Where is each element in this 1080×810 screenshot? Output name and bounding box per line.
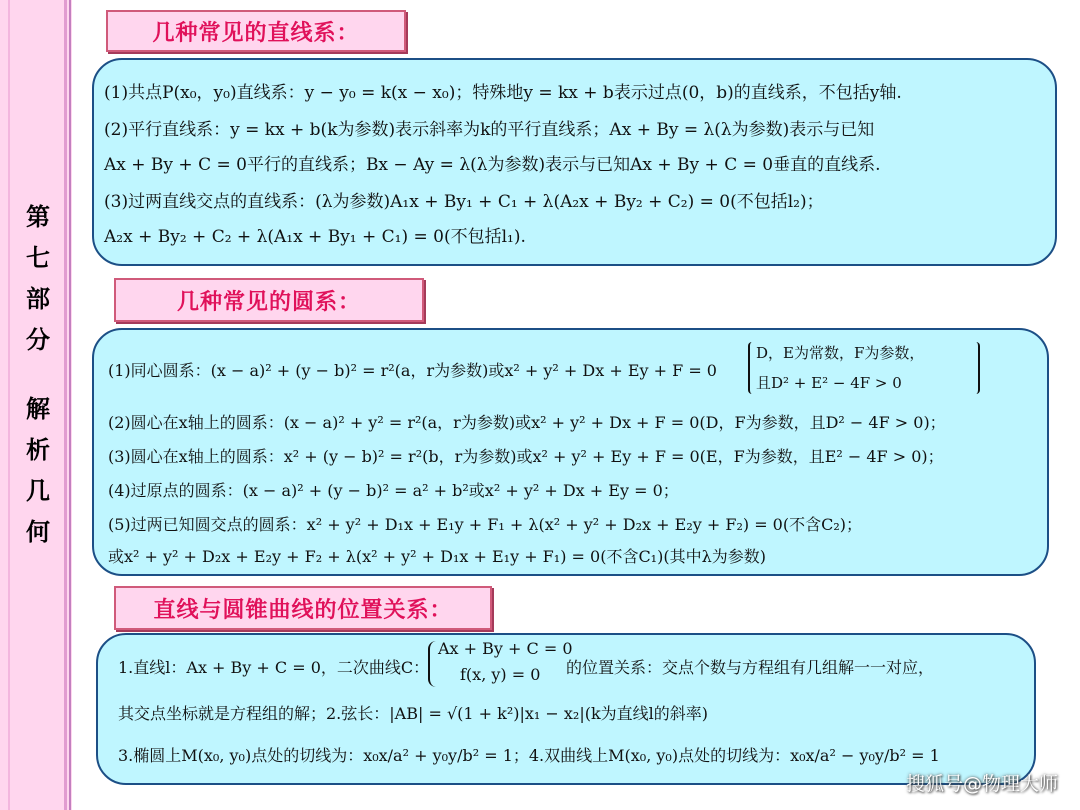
title-char: 何 bbox=[26, 517, 50, 546]
formula-line: 且D² + E² − 4F > 0 bbox=[756, 374, 902, 392]
brace bbox=[748, 342, 752, 394]
line-families-box bbox=[92, 58, 1057, 266]
formula-line: 或x² + y² + D₂x + E₂y + F₂ + λ(x² + y² + D₁x + E₁y + F₁) = 0(不含C₁)(其中λ为参数) bbox=[108, 547, 766, 566]
sidebar-stripe bbox=[64, 0, 67, 810]
formula-line: (4)过原点的圆系：(x − a)² + (y − b)² = a² + b²或x² + y² + Dx + Ey = 0； bbox=[108, 481, 679, 500]
section-header-line-conic: 直线与圆锥曲线的位置关系： bbox=[114, 586, 492, 630]
title-char: 七 bbox=[26, 243, 50, 272]
section-header-circle-families: 几种常见的圆系： bbox=[114, 278, 424, 322]
section-header-line-families: 几种常见的直线系： bbox=[106, 10, 406, 52]
formula-line: A₂x + By₂ + C₂ + λ(A₁x + By₁ + C₁) = 0(不包括l₁). bbox=[104, 227, 526, 247]
formula-line: (3)过两直线交点的直线系：(λ为参数)A₁x + By₁ + C₁ + λ(A₂x + By₂ + C₂) = 0(不包括l₂)； bbox=[104, 192, 824, 212]
formula-line: (5)过两已知圆交点的圆系：x² + y² + D₁x + E₁y + F₁ + λ(x² + y² + D₂x + E₂y + F₂) = 0(不含C₂)； bbox=[108, 515, 863, 534]
formula-line: D，E为常数，F为参数， bbox=[756, 344, 925, 362]
title-char: 部 bbox=[26, 284, 50, 313]
formula-line: 3.椭圆上M(x₀, y₀)点处的切线为：x₀x/a² + y₀y/b² = 1；4.双曲线上M(x₀, y₀)点处的切线为：x₀x/a² − y₀y/b² = 1 bbox=[118, 746, 940, 765]
title-char: 几 bbox=[26, 476, 50, 505]
title-char: 解 bbox=[26, 394, 50, 423]
sidebar-stripe bbox=[8, 0, 10, 810]
formula-line: 1.直线l：Ax + By + C = 0，二次曲线C： bbox=[118, 658, 430, 677]
formula-line: Ax + By + C = 0平行的直线系；Bx − Ay = λ(λ为参数)表示与已知Ax + By + C = 0垂直的直线系. bbox=[104, 155, 881, 175]
formula-line: (2)圆心在x轴上的圆系：(x − a)² + y² = r²(a，r为参数)或x² + y² + Dx + F = 0(D，F为参数，且D² − 4F > 0)； bbox=[108, 413, 946, 432]
formula-line: 的位置关系：交点个数与方程组有几组解一一对应， bbox=[566, 658, 935, 677]
formula-line: (3)圆心在x轴上的圆系：x² + (y − b)² = r²(b，r为参数)或x² + y² + Ey + F = 0(E，F为参数，且E² − 4F > 0)； bbox=[108, 447, 944, 466]
line-conic-box bbox=[96, 633, 1036, 785]
formula-line: (1)同心圆系：(x − a)² + (y − b)² = r²(a，r为参数)或x² + y² + Dx + Ey + F = 0 bbox=[108, 361, 717, 380]
sidebar-stripe bbox=[69, 0, 71, 810]
watermark-text: 搜狐号@物理大师 bbox=[905, 773, 1058, 795]
title-char: 第 bbox=[26, 202, 50, 231]
vertical-chapter-title bbox=[20, 196, 56, 552]
brace bbox=[976, 342, 980, 394]
circle-families-box bbox=[92, 328, 1049, 576]
left-sidebar bbox=[0, 0, 72, 810]
brace bbox=[428, 641, 438, 687]
formula-line: f(x, y) = 0 bbox=[460, 665, 541, 684]
formula-line: (2)平行直线系：y = kx + b(k为参数)表示斜率为k的平行直线系；Ax + By = λ(λ为参数)表示与已知 bbox=[104, 120, 875, 140]
formula-line: 其交点坐标就是方程组的解；2.弦长：|AB| = √(1 + k²)|x₁ − x₂|(k为直线l的斜率) bbox=[118, 704, 709, 723]
formula-line: (1)共点P(x₀，y₀)直线系：y − y₀ = k(x − x₀)；特殊地y = kx + b表示过点(0，b)的直线系，不包括y轴. bbox=[104, 83, 902, 103]
formula-line: Ax + By + C = 0 bbox=[438, 639, 573, 658]
title-char: 析 bbox=[26, 435, 50, 464]
title-char: 分 bbox=[26, 325, 50, 354]
